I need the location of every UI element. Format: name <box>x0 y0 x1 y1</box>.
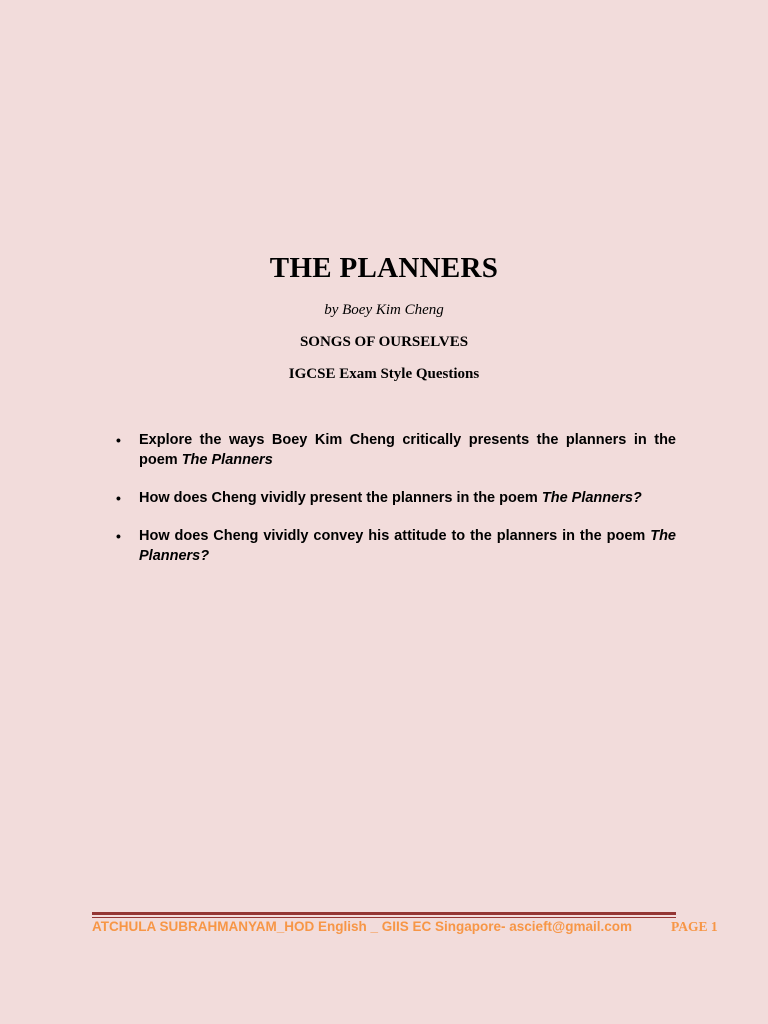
list-item <box>116 488 676 508</box>
poem-title: The Planners <box>181 452 273 468</box>
question-text: How does Cheng vividly convey his attitude to the planners in the poem <box>139 528 651 544</box>
document-subtitle: IGCSE Exam Style Questions <box>288 366 480 382</box>
bullet-icon: • <box>116 432 121 448</box>
footer-text: ATCHULA SUBRAHMANYAM_HOD English _ GIIS EC Singapore- ascieft@gmail.com <box>92 919 632 934</box>
question-text: Explore the ways Boey Kim Cheng critically presents the planners in the poem <box>139 432 676 468</box>
footer-divider-thin <box>92 917 676 918</box>
bullet-icon: • <box>116 490 121 506</box>
author-line: by Boey Kim Cheng <box>324 302 444 318</box>
question-list <box>116 430 676 584</box>
bullet-icon: • <box>116 528 121 544</box>
page-title: THE PLANNERS <box>269 252 499 284</box>
footer-divider <box>92 912 676 915</box>
list-item <box>116 526 676 566</box>
collection-name: SONGS OF OURSELVES <box>299 334 469 350</box>
poem-title: The Planners? <box>541 490 642 506</box>
poem-title: The Planners? <box>139 528 676 564</box>
question-text: How does Cheng vividly present the planners in the poem <box>139 490 542 506</box>
list-item <box>116 430 676 470</box>
page-number: PAGE 1 <box>671 919 718 934</box>
